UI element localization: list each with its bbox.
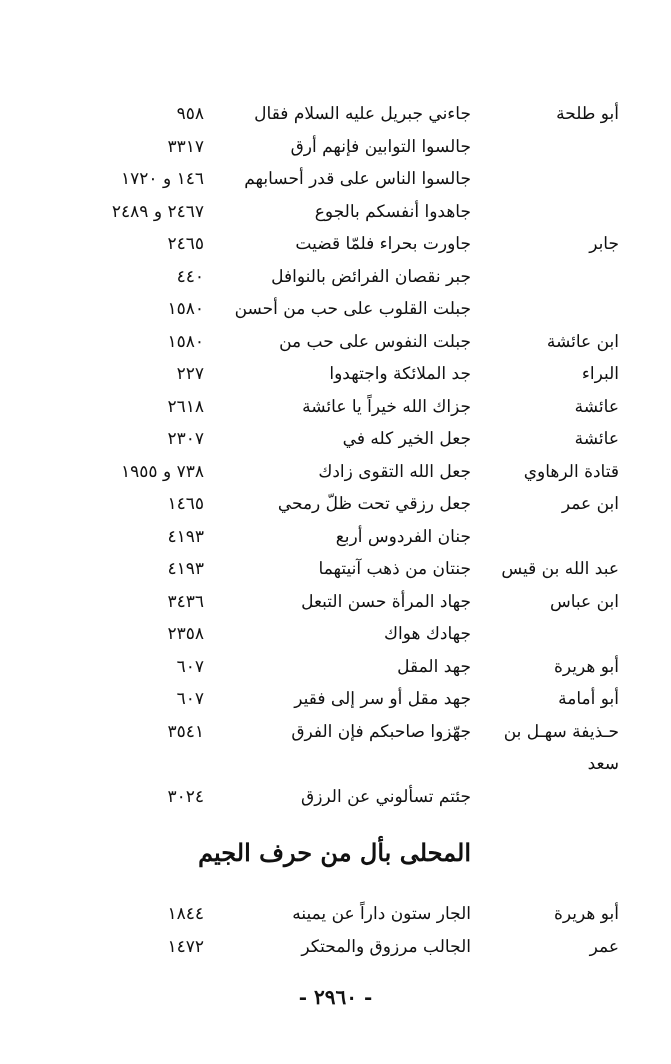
list-item (0, 228, 671, 261)
list-item (0, 131, 671, 164)
narrator-name: ابن عائشة (546, 331, 619, 352)
hadith-reference: ٣٣١٧ (167, 136, 204, 157)
hadith-reference: ٦٠٧ (176, 689, 204, 709)
hadith-text: جاهدوا أنفسكم بالجوع (314, 201, 471, 222)
narrator-name: عبد الله بن قيس (501, 559, 619, 579)
hadith-text: جبلت النفوس على حب من (279, 331, 471, 352)
list-item (0, 98, 671, 131)
narrator-name: أبو طلحة (556, 104, 619, 124)
narrator-name: البراء (581, 364, 619, 384)
hadith-reference: ٦٠٧ (176, 656, 204, 677)
hadith-reference: ٣٤٣٦ (167, 591, 204, 612)
list-item (0, 456, 671, 489)
list-item (0, 488, 671, 521)
list-item (0, 196, 671, 229)
hadith-reference: ٩٥٨ (176, 104, 204, 124)
hadith-text: جد الملائكة واجتهدوا (329, 364, 471, 384)
hadith-reference: ٢٤٦٥ (167, 234, 204, 254)
hadith-text: جنتان من ذهب آنيتهما (318, 559, 471, 579)
hadith-reference: ١٨٤٤ (167, 904, 204, 924)
list-item (0, 293, 671, 326)
narrator-name: ابن عمر (561, 494, 619, 514)
narrator-name: جابر (589, 234, 619, 254)
list-item (0, 898, 671, 931)
hadith-text: جهد المقل (397, 656, 471, 677)
list-item (0, 391, 671, 424)
list-item (0, 716, 671, 749)
list-item (0, 163, 671, 196)
list-item (0, 683, 671, 716)
hadith-reference: ٢٣٠٧ (167, 429, 204, 449)
narrator-name: أبو أمامة (558, 689, 619, 709)
hadith-reference: ٤١٩٣ (167, 526, 204, 547)
list-item (0, 261, 671, 294)
hadith-text: جهاد المرأة حسن التبعل (301, 591, 471, 612)
list-item (0, 748, 671, 781)
narrator-name: قتادة الرهاوي (523, 461, 619, 482)
hadith-text: جالسوا الناس على قدر أحسابهم (244, 169, 471, 189)
hadith-text: جبلت القلوب على حب من أحسن (234, 299, 471, 319)
list-item (0, 781, 671, 814)
narrator-name: سعد (587, 754, 619, 774)
narrator-name: أبو هريرة (553, 656, 619, 677)
hadith-text: جعل رزقي تحت ظلّ رمحي (277, 494, 471, 514)
narrator-name: عائشة (574, 429, 619, 449)
page-number: - ٢٩٦٠ - (298, 985, 373, 1009)
list-item (0, 423, 671, 456)
hadith-text: جعل الله التقوى زادك (318, 461, 471, 482)
hadith-reference: ٧٣٨ و ١٩٥٥ (121, 461, 204, 482)
hadith-reference: ٣٠٢٤ (167, 786, 204, 807)
list-item (0, 586, 671, 619)
hadith-text: جهّزوا صاحبكم فإن الفرق (291, 721, 471, 742)
list-item (0, 358, 671, 391)
hadith-text: الجار ستون داراً عن يمينه (292, 904, 471, 924)
hadith-text: جالسوا التوابين فإنهم أرق (290, 136, 471, 157)
hadith-reference: ٤٤٠ (176, 266, 204, 287)
hadith-reference: ٢٦١٨ (167, 396, 204, 417)
hadith-text: جنان الفردوس أربع (335, 526, 471, 547)
list-item (0, 618, 671, 651)
hadith-text: جئتم تسألوني عن الرزق (301, 786, 471, 807)
hadith-reference: ٢٤٦٧ و ٢٤٨٩ (111, 201, 204, 222)
hadith-text: جزاك الله خيراً يا عائشة (302, 396, 471, 417)
hadith-reference: ١٤٦٥ (167, 494, 204, 514)
hadith-text: جعل الخير كله في (342, 429, 471, 449)
list-item (0, 651, 671, 684)
narrator-name: عائشة (574, 396, 619, 417)
list-item (0, 553, 671, 586)
hadith-text: جاءني جبريل عليه السلام فقال (254, 104, 471, 124)
hadith-text: جبر نقصان الفرائض بالنوافل (271, 266, 471, 287)
hadith-reference: ٤١٩٣ (167, 559, 204, 579)
hadith-reference: ١٥٨٠ (167, 331, 204, 352)
narrator-name: ابن عباس (549, 591, 619, 612)
hadith-text: جهد مقل أو سر إلى فقير (294, 689, 471, 709)
hadith-text: الجالب مرزوق والمحتكر (301, 936, 471, 957)
narrator-name: حـذيفة سهـل بن (503, 721, 619, 742)
hadith-reference: ١٤٦ و ١٧٢٠ (121, 169, 204, 189)
list-item (0, 326, 671, 359)
narrator-name: أبو هريرة (553, 904, 619, 924)
hadith-reference: ١٤٧٢ (167, 936, 204, 957)
narrator-name: عمر (589, 936, 619, 957)
list-item (0, 931, 671, 964)
hadith-text: جهادك هواك (384, 624, 471, 644)
hadith-reference: ٢٣٥٨ (167, 624, 204, 644)
section-heading: المحلى بأل من حرف الجيم (198, 838, 471, 867)
hadith-reference: ١٥٨٠ (167, 299, 204, 319)
hadith-index-list (0, 98, 671, 813)
hadith-index-list-2 (0, 898, 671, 963)
hadith-reference: ٢٢٧ (176, 364, 204, 384)
hadith-text: جاورت بحراء فلمّا قضيت (295, 234, 471, 254)
hadith-reference: ٣٥٤١ (167, 721, 204, 742)
list-item (0, 521, 671, 554)
